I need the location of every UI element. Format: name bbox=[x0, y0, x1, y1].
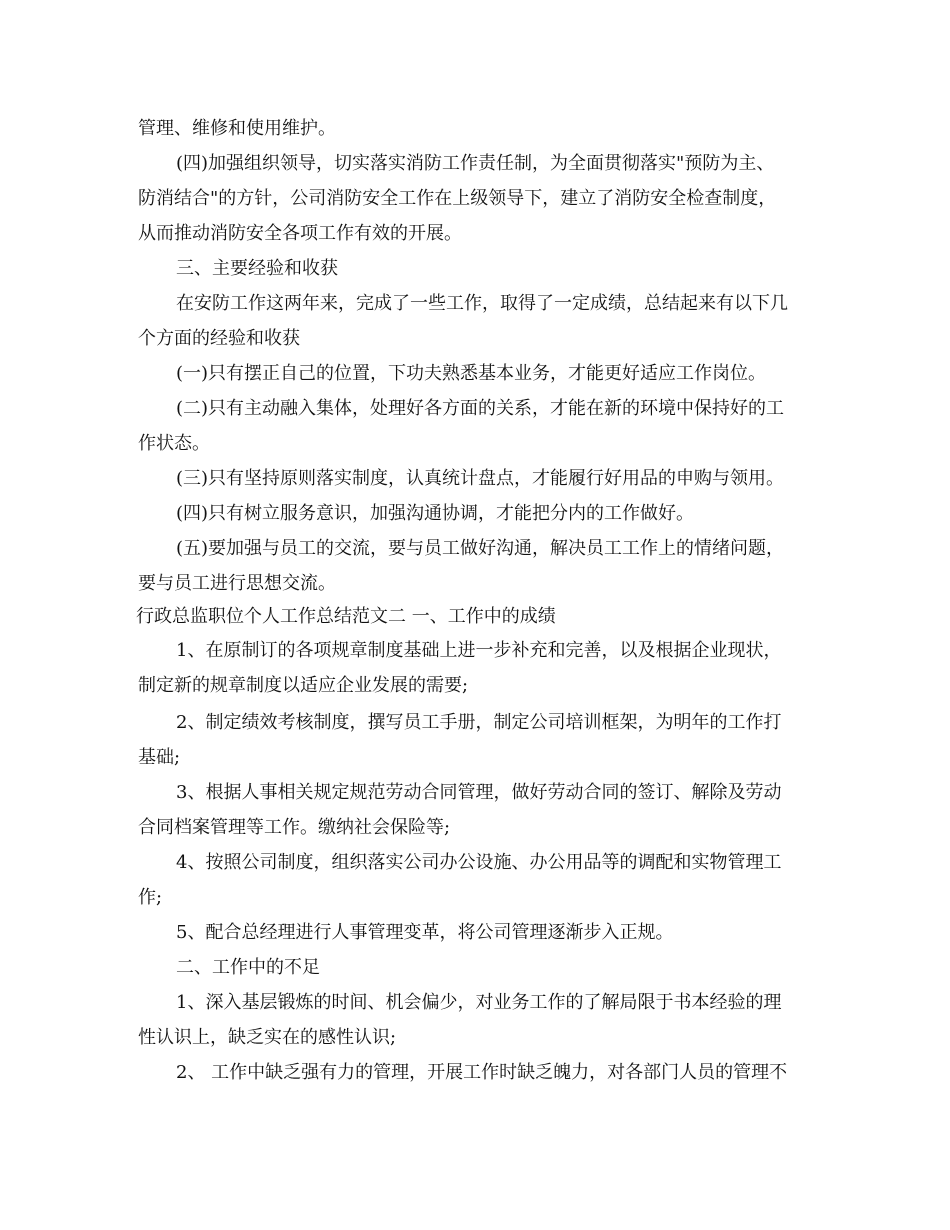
text-line: 性认识上，缺乏实在的感性认识; bbox=[138, 1027, 397, 1048]
text-line: (二)只有主动融入集体，处理好各方面的关系，才能在新的环境中保持好的工 bbox=[176, 398, 785, 419]
article-title-line: 行政总监职位个人工作总结范文二 一、工作中的成绩 bbox=[136, 606, 556, 627]
text-line: 基础; bbox=[138, 747, 181, 768]
text-line: 2、制定绩效考核制度，撰写员工手册，制定公司培训框架，为明年的工作打 bbox=[176, 712, 782, 733]
text-line: 作; bbox=[138, 887, 163, 908]
text-line: 1、深入基层锻炼的时间、机会偏少，对业务工作的了解局限于书本经验的理 bbox=[176, 992, 782, 1013]
text-line: 防消结合"的方针，公司消防安全工作在上级领导下，建立了消防安全检查制度， bbox=[138, 188, 777, 209]
text-line: 从而推动消防安全各项工作有效的开展。 bbox=[138, 223, 462, 244]
text-line: 合同档案管理等工作。缴纳社会保险等; bbox=[138, 817, 451, 838]
text-line: 2、 工作中缺乏强有力的管理，开展工作时缺乏魄力，对各部门人员的管理不 bbox=[176, 1062, 788, 1083]
text-line: (四)只有树立服务意识，加强沟通协调，才能把分内的工作做好。 bbox=[176, 503, 695, 524]
section-heading: 二、工作中的不足 bbox=[176, 957, 320, 978]
text-line: 要与员工进行思想交流。 bbox=[138, 573, 336, 594]
text-line: 作状态。 bbox=[138, 433, 210, 454]
text-line: 个方面的经验和收获 bbox=[138, 328, 300, 349]
text-line: (一)只有摆正自己的位置，下功夫熟悉基本业务，才能更好适应工作岗位。 bbox=[176, 363, 767, 384]
text-line: 制定新的规章制度以适应企业发展的需要; bbox=[138, 675, 469, 696]
text-line: 4、按照公司制度，组织落实公司办公设施、办公用品等的调配和实物管理工 bbox=[176, 852, 782, 873]
text-line: (三)只有坚持原则落实制度，认真统计盘点，才能履行好用品的申购与领用。 bbox=[176, 468, 785, 489]
text-line: 3、根据人事相关规定规范劳动合同管理，做好劳动合同的签订、解除及劳动 bbox=[176, 782, 782, 803]
text-line: 管理、维修和使用维护。 bbox=[138, 118, 336, 139]
text-line: (五)要加强与员工的交流，要与员工做好沟通，解决员工工作上的情绪问题， bbox=[176, 538, 785, 559]
text-line: 1、在原制订的各项规章制度基础上进一步补充和完善，以及根据企业现状， bbox=[176, 640, 782, 661]
text-line: 5、配合总经理进行人事管理变革，将公司管理逐渐步入正规。 bbox=[176, 922, 674, 943]
text-line: (四)加强组织领导，切实落实消防工作责任制，为全面贯彻落实"预防为主、 bbox=[176, 153, 775, 174]
section-heading: 三、主要经验和收获 bbox=[176, 258, 338, 279]
text-line: 在安防工作这两年来，完成了一些工作，取得了一定成绩，总结起来有以下几 bbox=[176, 293, 788, 314]
